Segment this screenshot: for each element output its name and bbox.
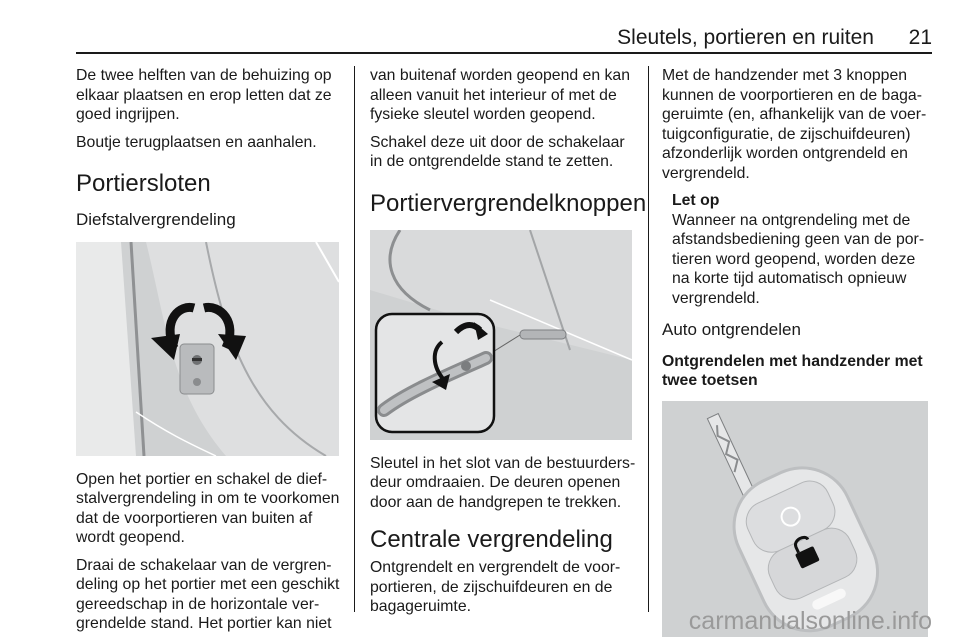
door-lock-illustration — [76, 242, 339, 456]
paragraph: van buitenaf worden geopend en kan alleen vanuit het interieur of met de fysieke sleutel worden geopend. — [370, 67, 630, 123]
figure-door-lock-switch — [76, 242, 339, 456]
note-label: Let op — [672, 192, 720, 209]
section-heading: Portiersloten — [76, 170, 211, 197]
paragraph: Sleutel in het slot van de bestuurdersdeur omdraaien. De deuren openen door aan de handgrepen te trekken. — [370, 454, 636, 511]
watermark: carmanualsonline.info — [688, 607, 932, 635]
figure-door-handle-key — [370, 230, 632, 440]
page-header — [76, 0, 932, 54]
door-handle-illustration — [370, 230, 632, 440]
note-box — [662, 191, 930, 308]
note-text: Wanneer na ontgrendeling met de afstandsbediening geen van de portieren word geopend, worden deze na korte tijd automatisch opnieuw vergrendeld. — [672, 211, 925, 307]
paragraph: Draai de schakelaar van de vergrendeling op het portier met een geschikt gereedschap in de horizontale vergrendelde stand. Het portier kan niet — [76, 556, 340, 632]
section-heading: Portiervergrendelknoppen — [370, 189, 647, 217]
subsubsection-heading: Ontgrendelen met handzender met twee toetsen — [662, 352, 923, 389]
paragraph: Schakel deze uit door de schakelaar in de ontgrendelde stand te zetten. — [370, 133, 625, 170]
section-heading: Centrale vergrendeling — [370, 526, 613, 553]
column-2 — [370, 66, 647, 625]
figure-two-button-key — [662, 401, 928, 637]
running-title: Sleutels, portieren en ruiten — [617, 26, 874, 49]
column-divider — [354, 66, 355, 612]
key-fob-illustration — [662, 401, 928, 637]
paragraph: Open het portier en schakel de diefstalvergrendeling in om te voorkomen dat de voorportieren van buiten af wordt geopend. — [76, 470, 340, 546]
column-divider — [648, 66, 649, 612]
header-rule — [76, 52, 932, 54]
subsection-heading: Auto ontgrendelen — [662, 320, 801, 339]
column-1 — [76, 66, 341, 642]
paragraph: Met de handzender met 3 knoppen kunnen de voorportieren en de bagageruimte (en, afhankelijk van de voertuigconfiguratie, de zijschuifdeuren) afzonderlijk worden ontgrendeld en vergrendeld. — [662, 67, 927, 182]
subsection-heading: Diefstalvergrendeling — [76, 210, 236, 229]
paragraph: De twee helften van de behuizing op elkaar plaatsen en erop letten dat ze goed ingrijpen. — [76, 67, 332, 123]
paragraph: Ontgrendelt en vergrendelt de voorportieren, de zijschuifdeuren en de bagageruimte. — [370, 559, 621, 615]
column-3 — [662, 66, 930, 637]
page-number: 21 — [908, 26, 932, 49]
paragraph: Boutje terugplaatsen en aanhalen. — [76, 133, 317, 151]
